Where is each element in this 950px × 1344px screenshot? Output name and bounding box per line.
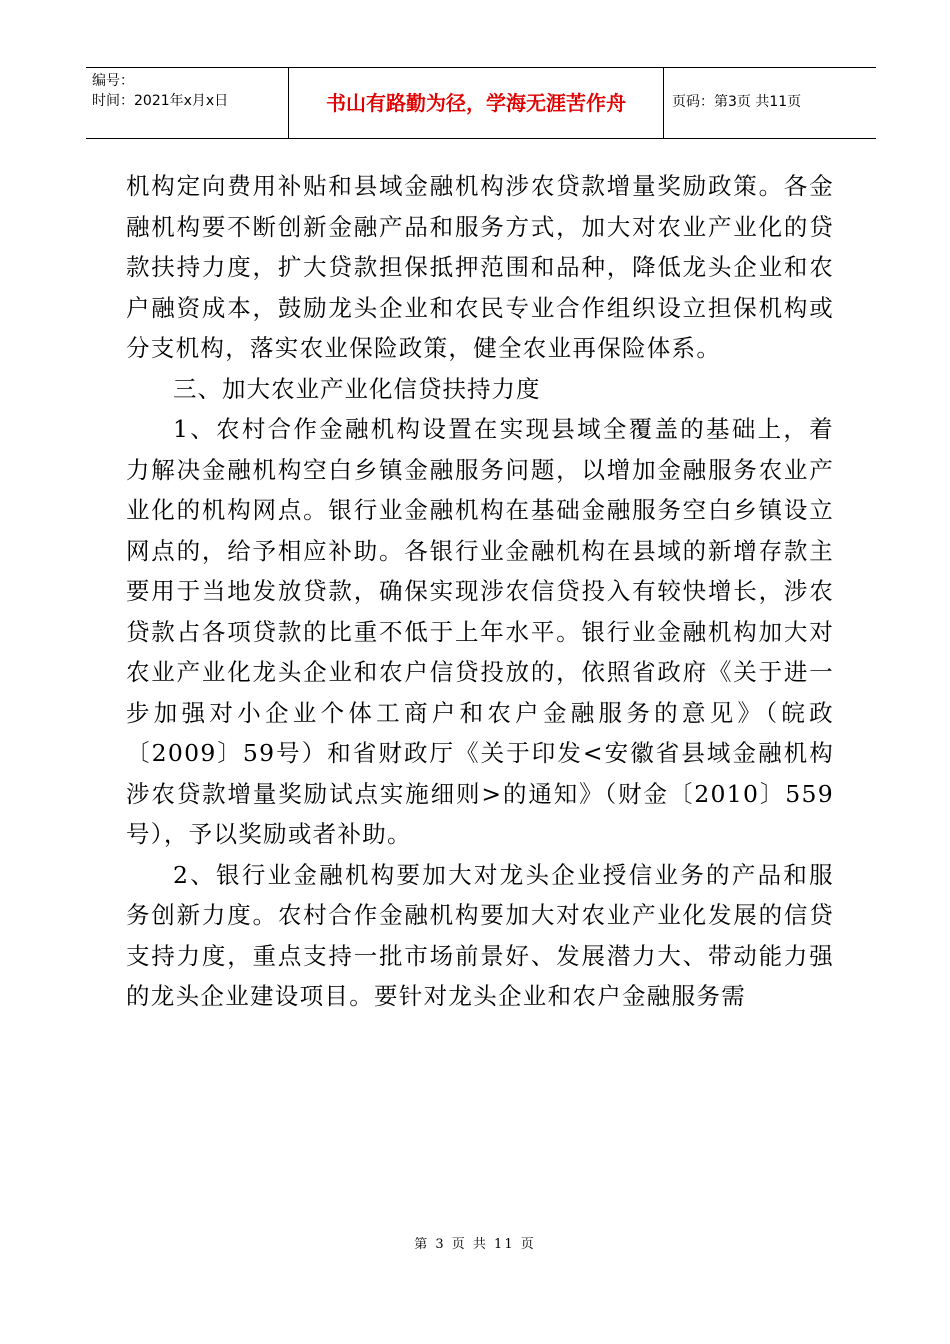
document-body (126, 166, 834, 1017)
header-page-cell (664, 68, 876, 138)
header-table (86, 67, 876, 139)
serial-number-label: 编号： (92, 73, 134, 89)
paragraph-continued: 机构定向费用补贴和县域金融机构涉农贷款增量奖励政策。各金融机构要不断创新金融产品和服务方式，加大对农业产业化的贷款扶持力度，扩大贷款担保抵押范围和品种，降低龙头企业和农户融资成本，鼓励龙头企业和农民专业合作组织设立担保机构或分支机构，落实农业保险政策，健全农业再保险体系。 (126, 172, 834, 362)
motto-text: 书山有路勤为径，学海无涯苦作舟 (326, 91, 626, 115)
date-line: 时间：2021年x月x日 (92, 93, 229, 109)
paragraph-item-1: 1、农村合作金融机构设置在实现县域全覆盖的基础上，着力解决金融机构空白乡镇金融服务问题，以增加金融服务农业产业化的机构网点。银行业金融机构在基础金融服务空白乡镇设立网点的，给予相应补助。各银行业金融机构在县域的新增存款主要用于当地发放贷款，确保实现涉农信贷投入有较快增长，涉农贷款占各项贷款的比重不低于上年水平。银行业金融机构加大对农业产业化龙头企业和农户信贷投放的，依照省政府《关于进一步加强对小企业个体工商户和农户金融服务的意见》（皖政〔2009〕59号）和省财政厅《关于印发<安徽省县域金融机构涉农贷款增量奖励试点实施细则>的通知》（财金〔2010〕559号），予以奖励或者补助。 (126, 415, 834, 848)
page-footer: 第 3 页 共 11 页 (414, 1237, 536, 1252)
paragraph-item-2: 2、银行业金融机构要加大对龙头企业授信业务的产品和服务创新力度。农村合作金融机构要加大对农业产业化发展的信贷支持力度，重点支持一批市场前景好、发展潜力大、带动能力强的龙头企业建设项目。要针对龙头企业和农户金融服务需 (126, 860, 834, 1010)
header-motto-cell (288, 68, 664, 138)
page-code: 页码：第3页 共11页 (672, 94, 802, 110)
header-meta-cell (86, 68, 288, 138)
section-heading: 三、加大农业产业化信贷扶持力度 (173, 374, 541, 403)
